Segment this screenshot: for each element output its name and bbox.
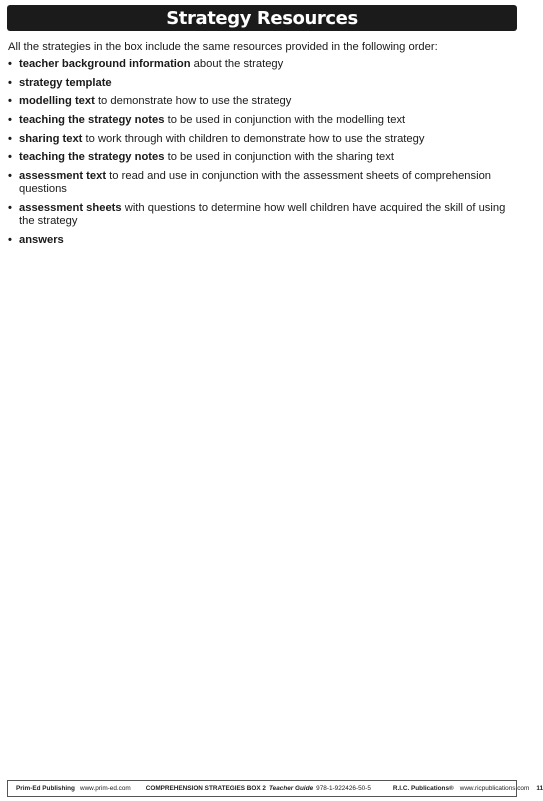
footer-ric-url: www.ricpublications.com: [459, 785, 530, 792]
bullet-icon: •: [8, 76, 12, 89]
resource-description: to demonstrate how to use the strategy: [94, 95, 292, 108]
footer-guide-label: Teacher Guide: [269, 785, 314, 792]
resource-list: [8, 58, 520, 252]
footer-page-number: 11: [536, 785, 543, 792]
resource-description: to read and use in conjunction with the assessment sheets of comprehension questions: [19, 170, 492, 196]
resource-name: teaching the strategy notes: [19, 151, 165, 164]
resource-description: to work through with children to demonstrate how to use the strategy: [82, 132, 425, 145]
list-item: [8, 58, 520, 71]
list-item: [8, 234, 520, 247]
list-item: [8, 95, 520, 108]
bullet-icon: •: [8, 95, 12, 108]
resource-name: teacher background information: [19, 58, 191, 70]
bullet-icon: •: [8, 114, 12, 127]
resource-name: assessment sheets: [19, 201, 122, 214]
footer-publisher-url: www.prim-ed.com: [79, 785, 131, 792]
bullet-icon: •: [8, 201, 12, 214]
list-item: [8, 202, 520, 228]
footer-book-title: COMPREHENSION STRATEGIES BOX 2: [145, 785, 266, 792]
list-item: [8, 151, 520, 164]
resource-description: with questions to determine how well children have acquired the skill of using the strategy: [19, 201, 506, 227]
resource-description: to be used in conjunction with the sharing text: [164, 151, 394, 164]
list-item: [8, 77, 520, 90]
title-banner: [7, 5, 517, 31]
bullet-icon: •: [8, 170, 12, 183]
bullet-icon: •: [8, 151, 12, 164]
resource-name: assessment text: [19, 170, 107, 183]
list-item: [8, 133, 520, 146]
page-title: Strategy Resources: [166, 7, 358, 29]
resource-name: modelling text: [19, 95, 95, 108]
page-footer: [7, 780, 543, 797]
bullet-icon: •: [8, 233, 12, 246]
resource-description: about the strategy: [190, 58, 284, 70]
resource-name: sharing text: [19, 132, 83, 145]
resource-name: strategy template: [19, 76, 112, 89]
footer-publisher: Prim-Ed Publishing: [16, 785, 75, 792]
bullet-icon: •: [8, 58, 12, 70]
resource-name: answers: [19, 233, 64, 246]
footer-ric-publisher: R.I.C. Publications®: [392, 785, 454, 792]
intro-text: All the strategies in the box include the same resources provided in the following order:: [8, 41, 438, 53]
list-item: [8, 170, 520, 196]
list-item: [8, 114, 520, 127]
resource-description: to be used in conjunction with the modelling text: [164, 114, 406, 127]
bullet-icon: •: [8, 132, 12, 145]
resource-name: teaching the strategy notes: [19, 114, 165, 127]
footer-isbn: 978-1-922426-50-5: [316, 785, 371, 792]
